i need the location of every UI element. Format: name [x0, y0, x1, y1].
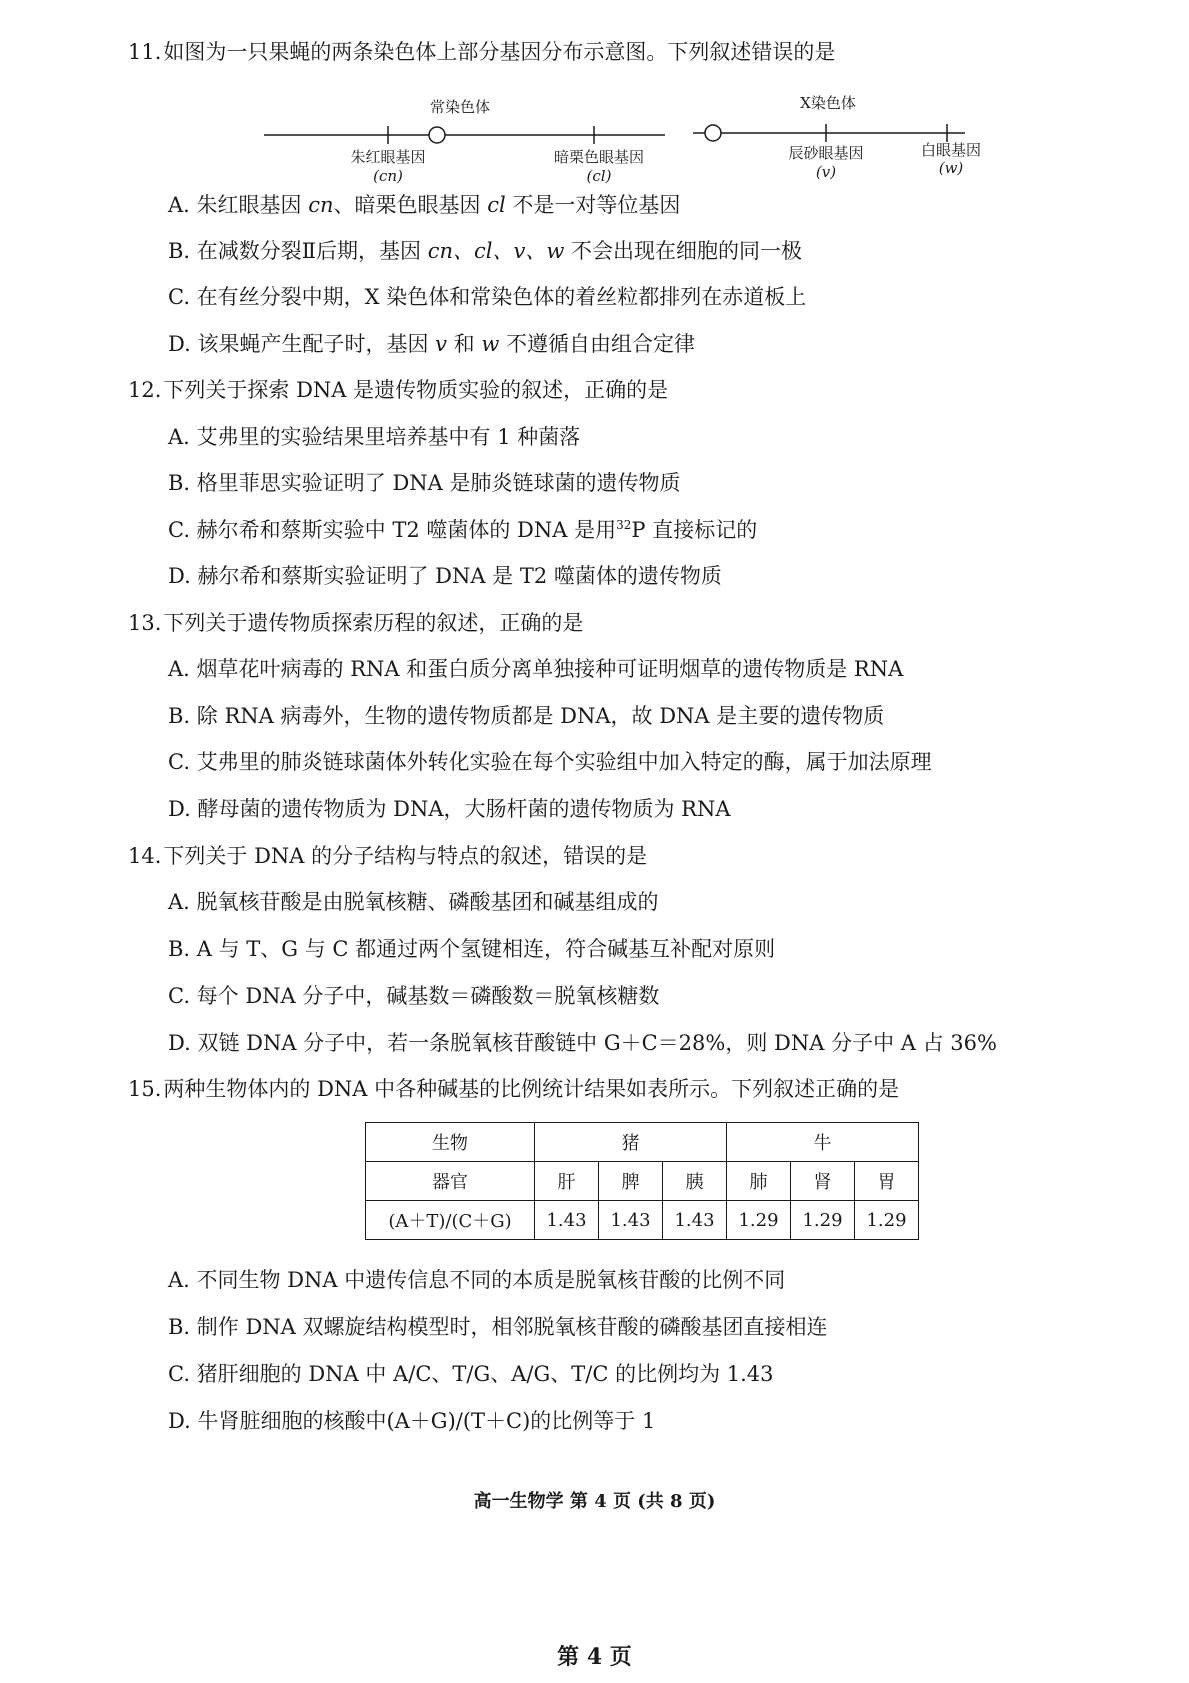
base-ratio-table: [365, 1122, 919, 1240]
gene2-symbol: (cl): [586, 167, 612, 185]
q12-option-b: B. 格里菲思实验证明了 DNA 是肺炎链球菌的遗传物质: [168, 471, 681, 495]
table-cell: 1.43: [535, 1201, 599, 1240]
q12-option-c: C. 赫尔希和蔡斯实验中 T2 噬菌体的 DNA 是用$^{32}$P 直接标记的: [168, 518, 758, 542]
q14-stem: 14.下列关于 DNA 的分子结构与特点的叙述，错误的是: [128, 844, 648, 868]
page-number: 第 4 页: [557, 1644, 632, 1670]
table-cell: 胃: [855, 1162, 919, 1201]
gene4-symbol: (w): [938, 159, 964, 177]
table-cell: 1.43: [599, 1201, 663, 1240]
table-header-organism: 生物: [366, 1123, 535, 1162]
q11-stem-text: 如图为一只果蝇的两条染色体上部分基因分布示意图。下列叙述错误的是: [163, 40, 836, 64]
page-footer: 高一生物学 第 4 页 (共 8 页): [473, 1491, 716, 1512]
q15-option-c: C. 猪肝细胞的 DNA 中 A/C、T/G、A/G、T/C 的比例均为 1.43: [168, 1362, 774, 1386]
q11-number: 11.: [128, 40, 162, 64]
q15-stem: 15.两种生物体内的 DNA 中各种碱基的比例统计结果如表所示。下列叙述正确的是: [128, 1077, 900, 1101]
q11-stem: [128, 38, 835, 66]
table-cell: 肺: [727, 1162, 791, 1201]
table-header-organ: 器官: [366, 1162, 535, 1201]
table-cell: 胰: [663, 1162, 727, 1201]
x-centromere: [705, 125, 721, 141]
gene1-name: 朱红眼基因: [350, 148, 426, 166]
q15-option-a: A. 不同生物 DNA 中遗传信息不同的本质是脱氧核苷酸的比例不同: [168, 1268, 786, 1292]
gene3-name: 辰砂眼基因: [788, 144, 864, 162]
q14-option-b: B. A 与 T、G 与 C 都通过两个氢键相连，符合碱基互补配对原则: [168, 937, 776, 961]
table-cell: 1.43: [663, 1201, 727, 1240]
table-row: [366, 1162, 919, 1201]
q13-option-a: A. 烟草花叶病毒的 RNA 和蛋白质分离单独接种可证明烟草的遗传物质是 RNA: [168, 657, 904, 681]
table-header-pig: 猪: [535, 1123, 727, 1162]
q11-option-c: C. 在有丝分裂中期，X 染色体和常染色体的着丝粒都排列在赤道板上: [168, 285, 807, 309]
q13-stem: 13.下列关于遗传物质探索历程的叙述，正确的是: [128, 611, 584, 635]
gene2-name: 暗栗色眼基因: [553, 148, 645, 166]
x-chromosome-label: X染色体: [800, 94, 856, 112]
q13-option-d: D. 酵母菌的遗传物质为 DNA，大肠杆菌的遗传物质为 RNA: [168, 797, 731, 821]
table-cell: 肾: [791, 1162, 855, 1201]
q14-option-d: D. 双链 DNA 分子中，若一条脱氧核苷酸链中 G＋C＝28%，则 DNA 分子中 A 占 36%: [168, 1031, 997, 1055]
q11-option-d: D. 该果蝇产生配子时，基因 v 和 w 不遵循自由组合定律: [168, 332, 696, 356]
chromosome-diagram: [0, 80, 1189, 190]
table-header-cow: 牛: [727, 1123, 919, 1162]
q15-option-d: D. 牛肾脏细胞的核酸中(A＋G)/(T＋C)的比例等于 1: [168, 1409, 656, 1433]
q14-option-c: C. 每个 DNA 分子中，碱基数＝磷酸数＝脱氧核糖数: [168, 984, 660, 1008]
autosome-label: 常染色体: [429, 98, 491, 116]
table-cell: 1.29: [791, 1201, 855, 1240]
gene1-symbol: (cn): [373, 167, 403, 185]
table-row: [366, 1123, 919, 1162]
table-row: [366, 1201, 919, 1240]
q12-option-a: A. 艾弗里的实验结果里培养基中有 1 种菌落: [168, 425, 581, 449]
gene4-name: 白眼基因: [920, 141, 982, 159]
q13-option-c: C. 艾弗里的肺炎链球菌体外转化实验在每个实验组中加入特定的酶，属于加法原理: [168, 750, 932, 774]
table-cell: 1.29: [727, 1201, 791, 1240]
q14-option-a: A. 脱氧核苷酸是由脱氧核糖、磷酸基团和碱基组成的: [168, 890, 659, 914]
table-cell: 1.29: [855, 1201, 919, 1240]
autosome-centromere: [429, 127, 445, 143]
q12-option-d: D. 赫尔希和蔡斯实验证明了 DNA 是 T2 噬菌体的遗传物质: [168, 564, 722, 588]
q15-option-b: B. 制作 DNA 双螺旋结构模型时，相邻脱氧核苷酸的磷酸基团直接相连: [168, 1315, 828, 1339]
q13-option-b: B. 除 RNA 病毒外，生物的遗传物质都是 DNA，故 DNA 是主要的遗传物质: [168, 704, 885, 728]
gene3-symbol: (v): [815, 163, 837, 181]
q12-stem: 12.下列关于探索 DNA 是遗传物质实验的叙述，正确的是: [128, 378, 669, 402]
table-cell: 脾: [599, 1162, 663, 1201]
table-cell: 肝: [535, 1162, 599, 1201]
q11-option-a: A. 朱红眼基因 cn、暗栗色眼基因 cl 不是一对等位基因: [168, 193, 681, 217]
table-header-ratio: (A＋T)/(C＋G): [366, 1201, 535, 1240]
q11-option-b: B. 在减数分裂Ⅱ后期，基因 cn、cl、v、w 不会出现在细胞的同一极: [168, 239, 803, 263]
